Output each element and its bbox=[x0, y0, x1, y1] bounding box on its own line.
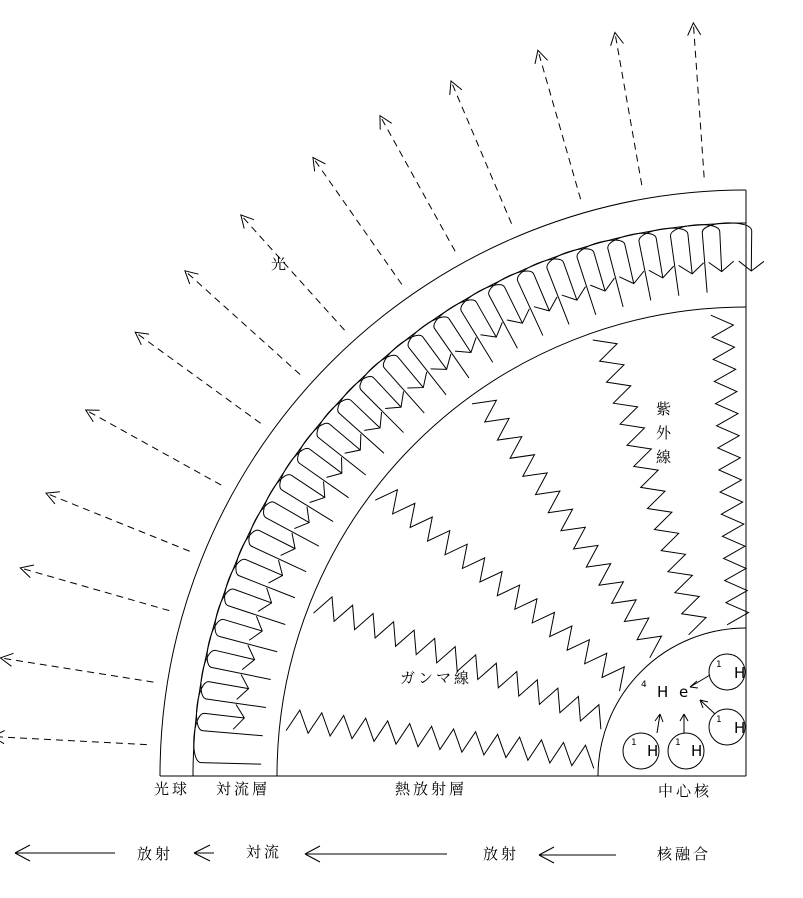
flow-radiation-in-label: 放射 bbox=[483, 845, 520, 863]
light-ray-4 bbox=[46, 493, 190, 551]
convection-loop-arrowhead-20 bbox=[562, 287, 586, 300]
convection-loop-arrowhead-18 bbox=[507, 309, 530, 323]
convection-loop-12 bbox=[317, 399, 380, 475]
flow-arrow-short-head bbox=[194, 845, 214, 861]
convection-loop-22 bbox=[577, 240, 634, 315]
convection-loop-arrowhead-7 bbox=[281, 533, 295, 555]
photosphere-label: 光球 bbox=[154, 780, 191, 798]
hydrogen-particle-left-symbol: H bbox=[647, 742, 662, 760]
ultraviolet-label: 紫外線 bbox=[656, 400, 675, 466]
light-ray-arrowhead-13 bbox=[611, 32, 624, 45]
hydrogen-particle-left-mass: 1 bbox=[631, 738, 637, 748]
convection-loop-arrowhead-8 bbox=[294, 507, 309, 529]
light-label: 光 bbox=[271, 255, 290, 273]
convection-loop-11 bbox=[298, 423, 361, 498]
radiation-zigzag-1 bbox=[286, 710, 594, 768]
hydrogen-particle-middle-mass: 1 bbox=[675, 738, 681, 748]
light-ray-arrowhead-2 bbox=[0, 653, 13, 666]
convection-loop-24 bbox=[639, 228, 692, 300]
convection-loop-15 bbox=[383, 335, 446, 413]
convection-loop-2 bbox=[197, 682, 263, 736]
radiative-zone-label: 熱放射層 bbox=[395, 780, 468, 798]
hydrogen-particle-top-right-mass: 1 bbox=[716, 660, 722, 670]
light-ray-2 bbox=[0, 658, 153, 682]
flow-fusion-label: 核融合 bbox=[657, 845, 712, 863]
flow-radiation-out-label: 放射 bbox=[137, 845, 174, 863]
convection-zone-label: 対流層 bbox=[216, 780, 271, 798]
convection-loop-6 bbox=[225, 559, 286, 624]
convection-loop-16 bbox=[408, 317, 471, 395]
core-boundary bbox=[598, 628, 749, 776]
light-ray-arrowhead-3 bbox=[20, 565, 34, 578]
light-ray-arrowhead-4 bbox=[46, 492, 60, 504]
light-rays bbox=[0, 23, 704, 745]
process-flow bbox=[15, 843, 711, 863]
convection-loop-14 bbox=[360, 355, 423, 432]
particle-arrow-2 bbox=[700, 700, 715, 714]
light-ray-7 bbox=[185, 271, 300, 375]
particle-arrow-4 bbox=[680, 714, 688, 733]
convection-loop-1 bbox=[194, 713, 261, 764]
light-ray-8 bbox=[241, 215, 345, 330]
convection-loop-3 bbox=[201, 650, 266, 707]
convection-loop-arrowhead-19 bbox=[534, 297, 557, 311]
light-ray-arrowhead-12 bbox=[535, 50, 548, 64]
light-ray-6 bbox=[135, 332, 260, 423]
convection-loop-arrowhead-5 bbox=[258, 588, 272, 612]
convection-loop-21 bbox=[547, 249, 605, 325]
convection-loop-13 bbox=[338, 377, 401, 454]
convection-loop-23 bbox=[608, 233, 663, 307]
convection-loop-arrowhead-6 bbox=[269, 560, 283, 583]
light-ray-11 bbox=[451, 81, 512, 224]
hydrogen-particle-right-symbol: H bbox=[734, 719, 749, 737]
convection-loop-7 bbox=[236, 530, 295, 598]
particle-arrow-3 bbox=[655, 714, 663, 733]
light-ray-arrowhead-5 bbox=[86, 410, 100, 422]
helium-particle-symbol: H e bbox=[657, 683, 692, 701]
convection-loop-26 bbox=[702, 223, 751, 293]
light-ray-arrowhead-10 bbox=[380, 116, 392, 130]
radiation-zigzag-5 bbox=[593, 340, 706, 635]
light-ray-10 bbox=[380, 116, 455, 252]
particle-arrow-1 bbox=[690, 675, 710, 688]
hydrogen-particle-top-right-symbol: H bbox=[734, 664, 749, 682]
light-ray-arrowhead-9 bbox=[313, 158, 325, 172]
light-ray-9 bbox=[313, 158, 402, 285]
light-ray-3 bbox=[20, 568, 169, 611]
flow-convection-label: 対流 bbox=[246, 843, 283, 861]
light-ray-5 bbox=[86, 410, 222, 485]
light-ray-arrowhead-6 bbox=[135, 332, 149, 345]
convection-loop-19 bbox=[489, 271, 550, 348]
core-label: 中心核 bbox=[658, 782, 713, 800]
radiation-zigzag-3 bbox=[375, 490, 624, 691]
light-ray-1 bbox=[0, 736, 147, 744]
hydrogen-particle-middle-symbol: H bbox=[691, 742, 706, 760]
radiation-zigzag-6 bbox=[711, 315, 749, 625]
radiation-zigzag-2 bbox=[314, 597, 601, 729]
convection-loop-17 bbox=[434, 300, 496, 378]
convection-loop-arrowhead-17 bbox=[480, 322, 502, 337]
convection-loop-25 bbox=[670, 225, 721, 296]
hydrogen-particle-right-mass: 1 bbox=[716, 715, 722, 725]
light-ray-13 bbox=[615, 32, 642, 185]
light-ray-arrowhead-11 bbox=[450, 81, 462, 95]
light-ray-12 bbox=[538, 50, 581, 199]
gamma-ray-label: ガンマ線 bbox=[400, 669, 473, 687]
helium-particle-mass: 4 bbox=[641, 680, 647, 690]
convection-inner-boundary bbox=[277, 307, 749, 776]
light-ray-14 bbox=[693, 23, 704, 178]
